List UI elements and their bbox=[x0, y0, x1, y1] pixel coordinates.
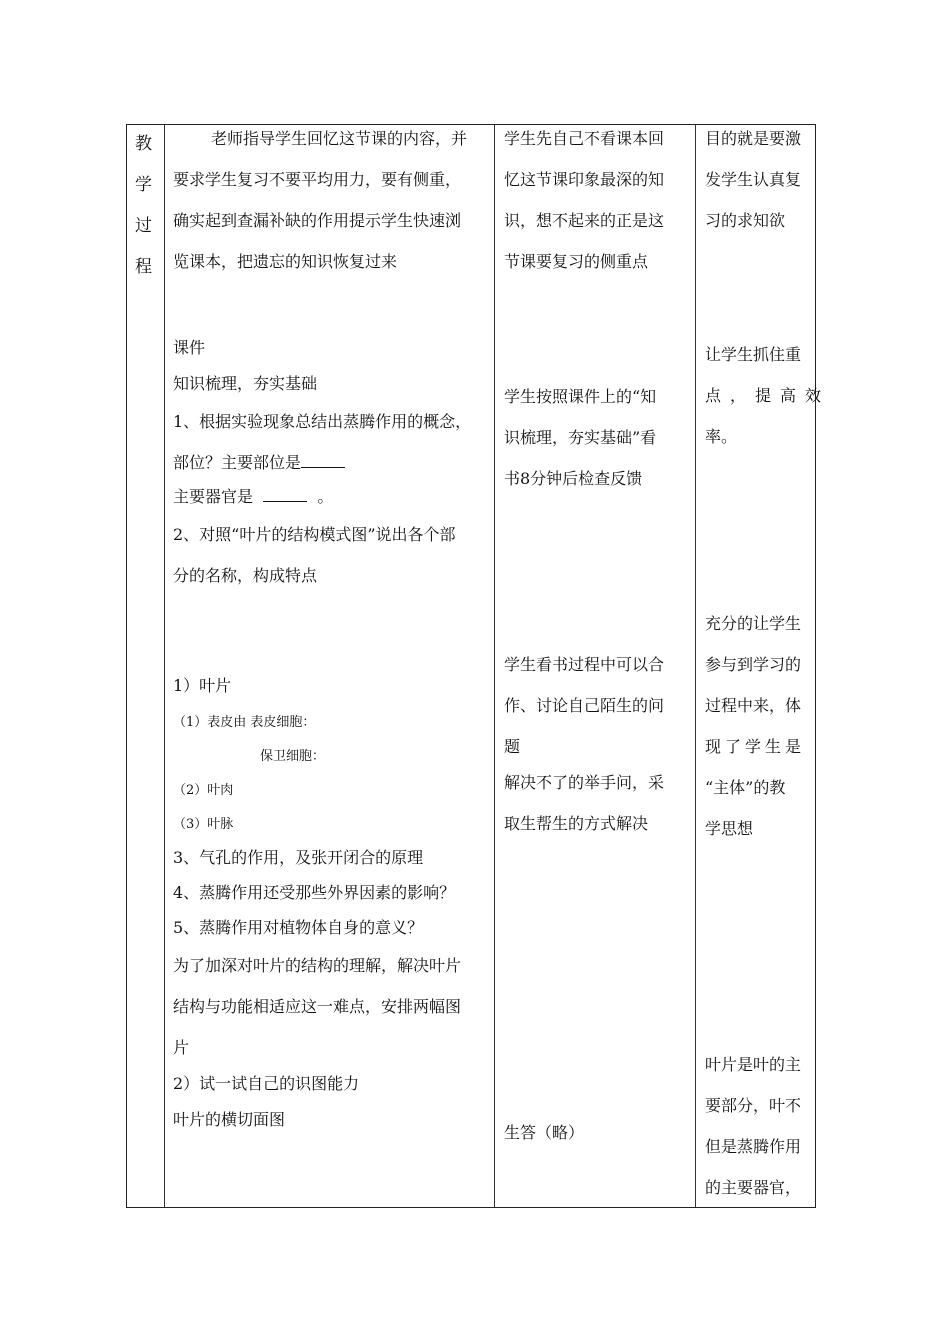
student-line: 学生按照课件上的“知 bbox=[504, 387, 657, 406]
student-line: 作、讨论自己陌生的问 bbox=[504, 696, 665, 715]
answer-blank bbox=[301, 453, 345, 468]
deepen-line: 结构与功能相适应这一难点，安排两幅图 bbox=[173, 997, 462, 1016]
lesson-plan-table bbox=[126, 124, 831, 1208]
stage-char: 过 bbox=[135, 216, 152, 236]
student-line: 忆这节课印象最深的知 bbox=[504, 170, 665, 189]
question-2: 分的名称，构成特点 bbox=[173, 566, 318, 585]
purpose-line: 要部分，叶不 bbox=[705, 1096, 802, 1115]
column-divider bbox=[164, 125, 165, 1207]
student-line: 识，想不起来的正是这 bbox=[504, 211, 665, 230]
purpose-line: 发学生认真复 bbox=[705, 170, 802, 189]
student-line: 解决不了的举手问，采 bbox=[504, 773, 665, 792]
purpose-line: 学思想 bbox=[705, 819, 754, 838]
purpose-line: 率。 bbox=[705, 427, 738, 446]
cross-section-label: 叶片的横切面图 bbox=[173, 1110, 286, 1129]
question-1-end: 。 bbox=[317, 487, 334, 506]
leaf-item: 1）叶片 bbox=[173, 676, 232, 695]
question-4: 4、蒸腾作用还受那些外界因素的影响？ bbox=[173, 883, 456, 902]
question-1-part bbox=[173, 453, 345, 473]
purpose-line: 现了学生是 bbox=[705, 737, 806, 756]
purpose-line: 习的求知欲 bbox=[705, 211, 786, 230]
column-divider bbox=[494, 125, 495, 1207]
student-line: 取生帮生的方式解决 bbox=[504, 814, 649, 833]
teacher-intro-line: 览课本，把遗忘的知识恢复过来 bbox=[173, 252, 398, 271]
question-1-text: 主要器官是 bbox=[173, 487, 254, 506]
student-line: 学生看书过程中可以合 bbox=[504, 655, 665, 674]
purpose-line: “主体”的教 bbox=[705, 778, 786, 797]
stage-char: 学 bbox=[135, 175, 152, 195]
question-5: 5、蒸腾作用对植物体自身的意义？ bbox=[173, 918, 424, 937]
teacher-intro-line: 确实起到查漏补缺的作用提示学生快速浏 bbox=[173, 211, 462, 230]
teacher-intro-line: 老师指导学生回忆这节课的内容，并 bbox=[211, 129, 468, 148]
purpose-line: 点，提高效 bbox=[705, 386, 831, 405]
student-answer: 生答（略） bbox=[504, 1123, 585, 1142]
question-1-text: 部位？主要部位是 bbox=[173, 453, 302, 472]
question-2: 2、对照“叶片的结构模式图”说出各个部 bbox=[173, 525, 456, 544]
mesophyll-item: （2）叶肉 bbox=[173, 783, 234, 798]
question-1-part bbox=[173, 487, 333, 507]
courseware-label: 课件 bbox=[173, 338, 206, 357]
column-divider bbox=[695, 125, 696, 1207]
student-line: 书8分钟后检查反馈 bbox=[504, 469, 643, 488]
deepen-line: 为了加深对叶片的结构的理解，解决叶片 bbox=[173, 956, 462, 975]
student-line: 节课要复习的侧重点 bbox=[504, 252, 649, 271]
purpose-line: 充分的让学生 bbox=[705, 614, 802, 633]
stage-char: 教 bbox=[135, 134, 152, 154]
purpose-line: 参与到学习的 bbox=[705, 655, 802, 674]
epidermis-item: （1）表皮由 表皮细胞： bbox=[173, 715, 316, 730]
purpose-line: 过程中来，体 bbox=[705, 696, 802, 715]
purpose-line: 目的就是要激 bbox=[705, 129, 802, 148]
purpose-line: 但是蒸腾作用 bbox=[705, 1137, 802, 1156]
student-line: 学生先自己不看课本回 bbox=[504, 129, 665, 148]
purpose-line: 让学生抓住重 bbox=[705, 345, 802, 364]
stage-char: 程 bbox=[135, 257, 152, 277]
vein-item: （3）叶脉 bbox=[173, 817, 234, 832]
deepen-line: 片 bbox=[173, 1038, 190, 1057]
try-item: 2）试一试自己的识图能力 bbox=[173, 1074, 360, 1093]
student-line: 题 bbox=[504, 737, 521, 756]
purpose-line: 叶片是叶的主 bbox=[705, 1055, 802, 1074]
answer-blank bbox=[263, 487, 307, 502]
question-3: 3、气孔的作用，及张开闭合的原理 bbox=[173, 848, 424, 867]
student-line: 识梳理，夯实基础”看 bbox=[504, 428, 657, 447]
teacher-intro-line: 要求学生复习不要平均用力，要有侧重， bbox=[173, 170, 462, 189]
purpose-line: 的主要器官， bbox=[705, 1178, 802, 1197]
question-1: 1、根据实验现象总结出蒸腾作用的概念， bbox=[173, 412, 472, 431]
guard-cell-item: 保卫细胞： bbox=[260, 749, 326, 764]
section-heading: 知识梳理，夯实基础 bbox=[173, 374, 318, 393]
